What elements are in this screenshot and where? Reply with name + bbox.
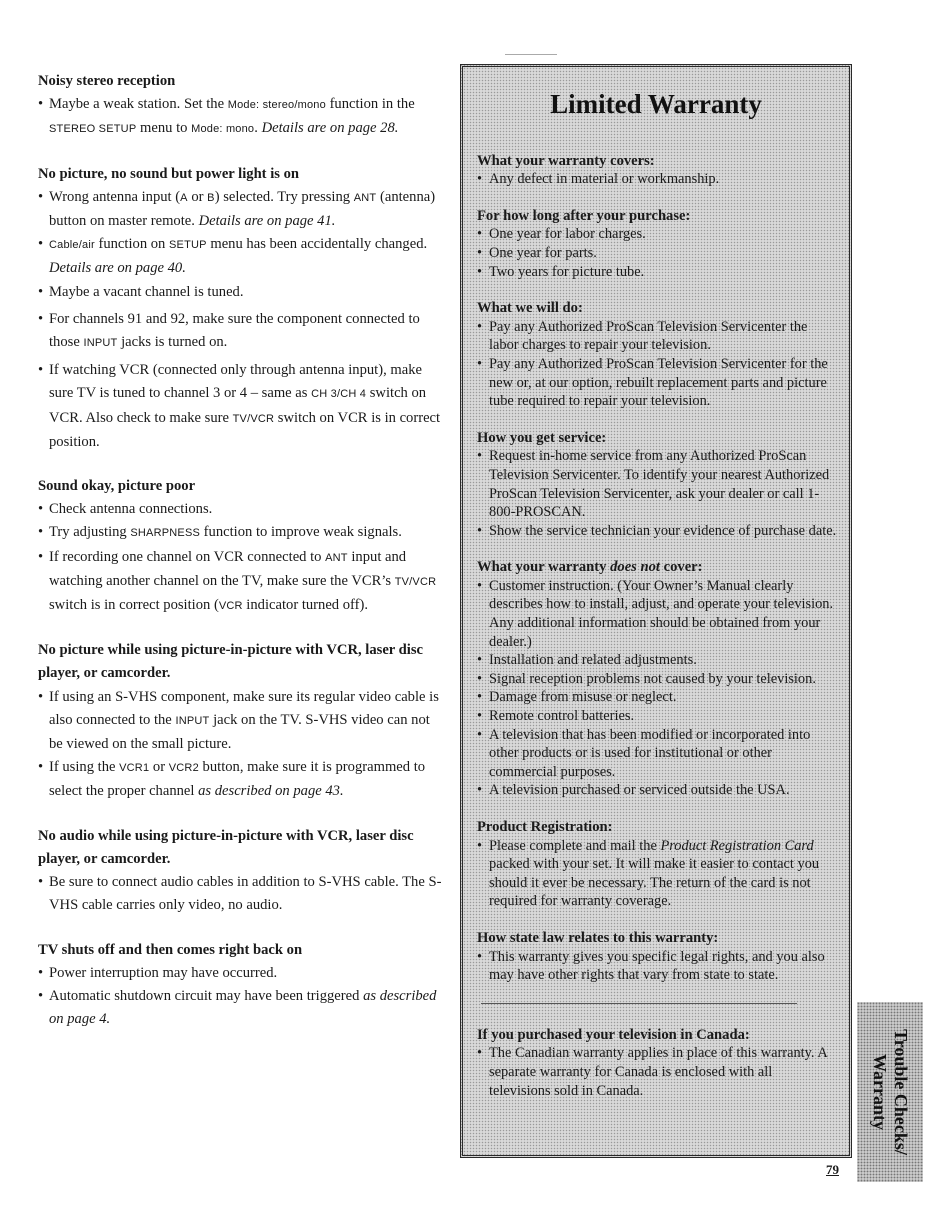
menu-term: ANT (325, 551, 348, 564)
text: or (187, 188, 208, 205)
warranty-heading (477, 558, 837, 577)
list-item: • A television purchased or serviced outside the USA. (477, 781, 837, 800)
list-item (38, 546, 443, 619)
page-reference: as described on page 4. (49, 987, 437, 1028)
list-item: • Power interruption may have occurred. (38, 962, 443, 985)
page-number: 79 (826, 1162, 839, 1177)
list-item: • Check antenna connections. (38, 498, 443, 521)
text: jacks is turned on. (117, 334, 228, 351)
text: For channels 91 and 92, make sure the component connected to those (49, 310, 420, 351)
warranty-heading: Product Registration: (477, 819, 613, 835)
list-item (38, 686, 443, 757)
section-tab-label (857, 1002, 923, 1182)
text: menu has been accidentally changed. (206, 236, 428, 253)
list-item: • Be sure to connect audio cables in addition to S-VHS cable. The S-VHS cable carries only video, no audio. (38, 871, 443, 917)
list-item: • Pay any Authorized ProScan Television Servicenter the labor charges to repair your television. (477, 318, 837, 355)
list-item: • One year for labor charges. (477, 225, 837, 244)
list-item: • This warranty gives you specific legal rights, and you also may have other rights that vary from state to state. (477, 948, 837, 985)
text: jack on the TV. S-VHS video can not be viewed on the small picture. (49, 711, 430, 753)
list-item: • One year for parts. (477, 244, 837, 263)
page-reference: as described on page 43. (198, 783, 344, 800)
bullet-list (38, 186, 443, 454)
menu-term: SHARPNESS (130, 527, 201, 540)
warranty-heading: How you get service: (477, 429, 607, 446)
list-item: • Pay any Authorized ProScan Television Servicenter for the new or, at our option, rebuilt replacement parts and picture tube required to repair your television. (477, 355, 837, 411)
text: . (254, 120, 262, 137)
menu-term: TV/VCR (232, 412, 275, 425)
bullet-list (477, 577, 837, 800)
warranty-heading: How state law relates to this warranty: (477, 929, 719, 946)
text: function on (94, 236, 170, 253)
section-title: Noisy stereo reception (38, 73, 176, 89)
menu-term: VCR2 (168, 762, 199, 775)
text: If watching VCR (connected only through antenna input), make sure TV is tuned to channel 3 or 4 – same as (49, 362, 422, 402)
text: button, make sure it is programmed to select the proper channel (49, 759, 426, 800)
section-no-picture (38, 163, 443, 454)
menu-term: INPUT (83, 337, 118, 350)
warranty-canada (477, 1026, 837, 1100)
list-item (38, 985, 443, 1031)
list-item (38, 233, 443, 280)
warranty-title: Limited Warranty (550, 89, 762, 119)
text: (antenna) button on master remote. (49, 188, 436, 230)
tab-line: Warranty (870, 1054, 890, 1130)
text: function to improve weak signals. (200, 524, 402, 541)
list-item: • Signal reception problems not caused by your television. (477, 670, 837, 689)
text: ) selected. Try pressing (214, 188, 354, 205)
warranty-not-cover (477, 558, 837, 800)
bullet-list (38, 686, 443, 804)
warranty-heading: What your warranty covers: (477, 152, 655, 169)
text: indicator turned off). (242, 597, 369, 614)
warranty-covers (477, 152, 837, 189)
bullet-list (477, 948, 837, 985)
page-reference: Details are on page 41. (198, 213, 336, 230)
warranty-heading: What we will do: (477, 300, 583, 317)
text: switch is in correct position ( (49, 597, 219, 614)
list-item: • Show the service technician your evidence of purchase date. (477, 522, 837, 541)
section-title: No audio while using picture-in-picture with VCR, laser disc player, or camcorder. (38, 827, 414, 867)
text: packed with your set. It will make it easier to contact you should it ever be necessary. The return of the card is not required for warranty coverage. (489, 856, 820, 910)
text: menu to (136, 120, 192, 137)
menu-term: SETUP (169, 239, 207, 252)
bullet-list (477, 1044, 837, 1100)
warranty-state-law (477, 929, 837, 985)
text: If using an S-VHS component, make sure its regular video cable is also connected to the (49, 688, 439, 728)
section-tab (857, 1002, 923, 1182)
menu-term: Mode: mono (191, 123, 255, 136)
menu-term: A (180, 191, 188, 204)
text: If recording one channel on VCR connected to (49, 548, 326, 565)
top-rule (505, 54, 557, 55)
warranty-heading: If you purchased your television in Canada: (477, 1026, 750, 1043)
text: cover: (659, 559, 703, 576)
tab-line: Trouble Checks/ (891, 1029, 911, 1155)
list-item: • Installation and related adjustments. (477, 651, 837, 670)
text: Wrong antenna input ( (49, 188, 181, 205)
bullet-list (38, 962, 443, 1032)
text: If using the (49, 759, 120, 776)
list-item (38, 359, 443, 454)
text: switch on VCR. Also check to make sure (49, 385, 427, 426)
text: What your warranty (477, 559, 611, 576)
page-reference: Details are on page 28. (261, 120, 399, 137)
divider (481, 1003, 797, 1004)
text: function in the (325, 96, 415, 113)
warranty-how-long (477, 207, 837, 281)
bullet-list (38, 93, 443, 141)
menu-term: Cable/air (49, 239, 95, 252)
bullet-list (477, 447, 837, 540)
list-item (38, 308, 443, 355)
emphasis: does not (610, 559, 660, 576)
menu-term: Mode: stereo/mono (227, 99, 326, 112)
list-item (38, 521, 443, 545)
list-item: • The Canadian warranty applies in place of this warranty. A separate warranty for Canada is enclosed with all televisions sold in Canada. (477, 1044, 837, 1100)
list-item: • Customer instruction. (Your Owner’s Manual clearly describes how to install, adjust, and operate your television. Any additional information should be obtained from your dealer.) (477, 577, 837, 651)
menu-term: TV/VCR (394, 575, 437, 588)
list-item (38, 186, 443, 233)
text: Please complete and mail the (489, 837, 661, 854)
list-item: • A television that has been modified or incorporated into other products or is used for institutional or other commercial purposes. (477, 726, 837, 782)
text: or (149, 759, 169, 776)
warranty-heading: For how long after your purchase: (477, 207, 691, 224)
section-title: TV shuts off and then comes right back on (38, 941, 303, 958)
bullet-list (477, 318, 837, 411)
menu-term: ANT (353, 191, 377, 204)
bullet-list (477, 225, 837, 281)
section-noisy-stereo (38, 70, 443, 142)
text: Try adjusting (49, 524, 131, 541)
menu-term: CH 3/CH 4 (311, 388, 367, 401)
list-item: • Maybe a vacant channel is tuned. (38, 281, 443, 304)
bullet-list (38, 871, 443, 917)
bullet-list (477, 170, 837, 189)
menu-term: VCR (218, 600, 243, 613)
section-pip-audio (38, 825, 443, 918)
list-item: • Two years for picture tube. (477, 263, 837, 282)
warranty-service (477, 429, 837, 541)
limited-warranty-box (460, 64, 852, 1158)
page-reference: Details are on page 40. (49, 260, 186, 277)
section-title: No picture, no sound but power light is on (38, 165, 299, 182)
warranty-registration (477, 818, 837, 911)
bullet-list (477, 837, 837, 911)
menu-term: VCR1 (119, 762, 150, 775)
list-item: • Any defect in material or workmanship. (477, 170, 837, 189)
list-item: • Damage from misuse or neglect. (477, 688, 837, 707)
text: input and watching another channel on the TV, make sure the VCR’s (49, 548, 407, 589)
section-sound-okay (38, 475, 443, 618)
menu-term: INPUT (175, 714, 210, 727)
list-item: • Remote control batteries. (477, 707, 837, 726)
text: Automatic shutdown circuit may have been triggered (49, 987, 364, 1004)
menu-term: B (207, 191, 215, 204)
section-title: No picture while using picture-in-picture with VCR, laser disc player, or camcorder. (38, 642, 423, 682)
text: Maybe a weak station. Set the (49, 96, 228, 113)
section-shuts-off (38, 939, 443, 1032)
section-title: Sound okay, picture poor (38, 478, 196, 495)
bullet-list (38, 498, 443, 618)
list-item (38, 93, 443, 141)
section-pip-picture (38, 639, 443, 803)
list-item (38, 756, 443, 803)
list-item: • Request in-home service from any Authorized ProScan Television Servicenter. To identify your nearest Authorized ProScan Television Servicenter, ask your dealer or call 1-800-PROSCAN. (477, 447, 837, 521)
warranty-will-do (477, 299, 837, 411)
emphasis: Product Registration Card (660, 837, 814, 854)
list-item (477, 837, 837, 911)
menu-term: STEREO SETUP (49, 123, 137, 136)
troubleshooting-column (38, 70, 443, 1052)
text: switch on VCR is in correct position. (49, 409, 441, 450)
